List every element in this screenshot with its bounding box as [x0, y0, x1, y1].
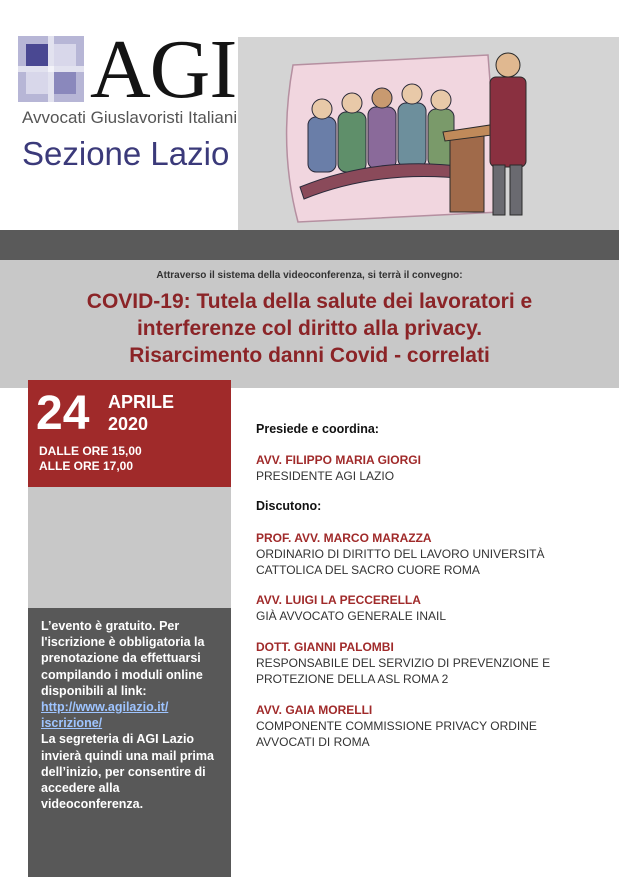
registration-info	[41, 618, 221, 812]
chair-role: PRESIDENTE AGI LAZIO	[256, 469, 395, 483]
event-year: 2020	[108, 414, 149, 434]
speaker-role: ORDINARIO DI DIRITTO DEL LAVORO UNIVERSITÀ CATTOLICA DEL SACRO CUORE ROMA	[256, 547, 545, 577]
event-month: APRILE	[108, 392, 175, 412]
title-line: Risarcimento danni Covid - correlati	[129, 344, 490, 367]
speaker-role: COMPONENTE COMMISSIONE PRIVACY ORDINE AVVOCATI DI ROMA	[256, 719, 537, 749]
left-grey-panel	[28, 487, 231, 608]
speakers-heading: Discutono:	[256, 499, 322, 513]
event-title	[20, 288, 599, 369]
speaker-name: PROF. AVV. MARCO MARAZZA	[256, 531, 432, 545]
info-text-before-link: L’evento è gratuito. Per l'iscrizione è obbligatoria la prenotazione da effettuarsi compilando i moduli online disponibili al link:	[41, 619, 205, 698]
registration-link[interactable]: http://www.agilazio.it/ iscrizione/	[41, 700, 169, 731]
speaker-role: GIÀ AVVOCATO GENERALE INAIL	[256, 609, 447, 623]
conference-illustration	[238, 37, 619, 230]
header-illustration-panel	[238, 37, 619, 230]
speaker-name: DOTT. GIANNI PALOMBI	[256, 640, 394, 654]
event-time-end: ALLE ORE 17,00	[39, 459, 134, 473]
title-line: interferenze col diritto alla privacy.	[136, 317, 483, 340]
title-line: COVID-19: Tutela della salute dei lavoratori e	[86, 290, 533, 313]
intro-text: Attraverso il sistema della videoconferenza, si terrà il convegno:	[156, 270, 463, 281]
speaker-name: AVV. LUIGI LA PECCERELLA	[256, 593, 421, 607]
event-day: 24	[36, 387, 90, 440]
chair-heading: Presiede e coordina:	[256, 422, 379, 436]
header-dark-band	[0, 230, 619, 260]
logo-subtitle: Avvocati Giuslavoristi Italiani	[22, 108, 238, 127]
event-time-start: DALLE ORE 15,00	[39, 444, 142, 458]
logo-wordmark: AGI	[90, 23, 237, 116]
speaker-name: AVV. GAIA MORELLI	[256, 703, 373, 717]
logo-section: Sezione Lazio	[22, 135, 230, 172]
info-text-after-link: La segreteria di AGI Lazio invierà quindi una mail prima dell’inizio, per consentire di accedere alla videoconferenza.	[41, 732, 214, 812]
agi-logo-mark-icon	[18, 36, 84, 102]
chair-name: AVV. FILIPPO MARIA GIORGI	[256, 453, 421, 467]
speaker-role: RESPONSABILE DEL SERVIZIO DI PREVENZIONE E PROTEZIONE DELLA ASL ROMA 2	[256, 656, 551, 686]
